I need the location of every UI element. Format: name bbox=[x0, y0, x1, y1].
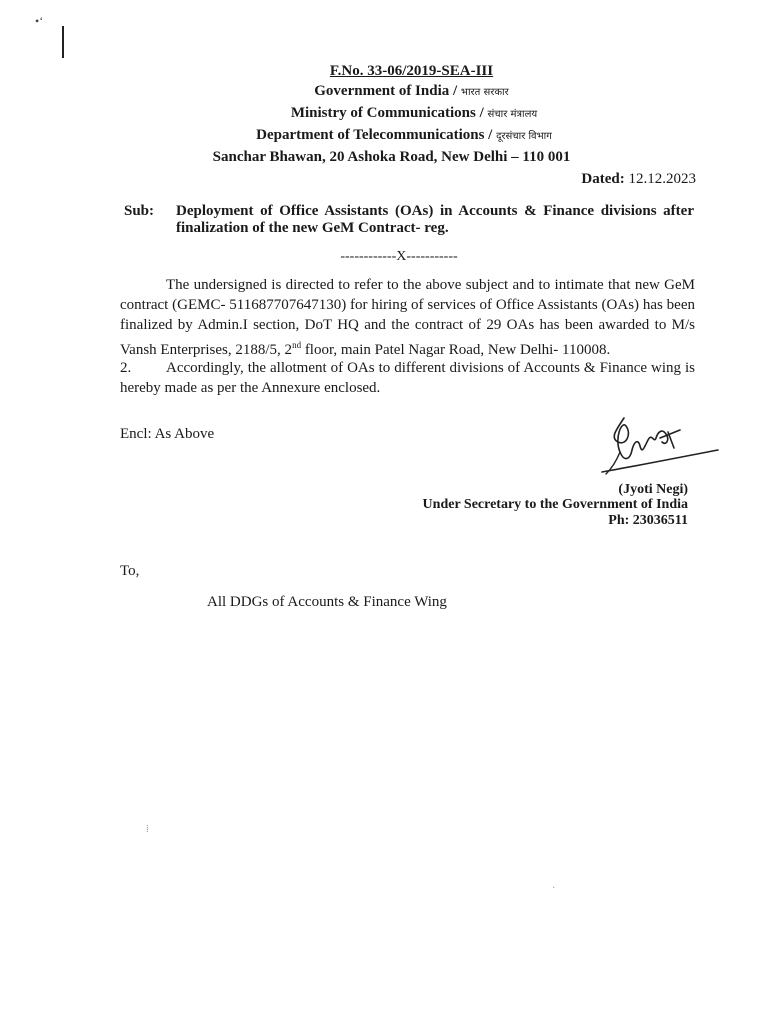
addressee-recipient: All DDGs of Accounts & Finance Wing bbox=[207, 594, 447, 610]
header-government: Government of India / भारत सरकार bbox=[314, 83, 509, 99]
header-department: Department of Telecommunications / दूरसंचार विभाग bbox=[256, 127, 552, 143]
hindi-ministry: संचार मंत्रालय bbox=[487, 109, 538, 120]
paragraph-number: 2. bbox=[120, 360, 132, 376]
scan-mark-line bbox=[62, 26, 64, 58]
file-number: F.No. 33-06/2019-SEA-III bbox=[329, 63, 494, 79]
hindi-department: दूरसंचार विभाग bbox=[496, 131, 552, 142]
signatory-name: (Jyoti Negi) bbox=[618, 482, 688, 497]
addressee-to: To, bbox=[120, 563, 140, 579]
letter-header bbox=[0, 61, 768, 167]
scan-speck: · bbox=[552, 883, 556, 894]
body-paragraph-2: 2. Accordingly, the allotment of OAs to different divisions of Accounts & Finance wing is hereby made as per the Annexure enclosed. bbox=[120, 360, 695, 396]
subject-label: Sub: bbox=[124, 203, 155, 219]
signatory-phone: Ph: 23036511 bbox=[608, 513, 688, 528]
date-label: Dated: bbox=[581, 171, 625, 187]
body-paragraph-1: The undersigned is directed to refer to the above subject and to intimate that new GeM contract (GEMC- 511687707647130) for hiring of services of Office Assistants (OAs) has been finalized by Admin.I section, DoT HQ and the contract of 29 OAs has been awarded to M/s Vansh Enterprises, 2188/5, 2nd floor, main Patel Nagar Road, New Delhi- 110008. bbox=[120, 277, 695, 358]
hindi-government: भारत सरकार bbox=[460, 87, 509, 98]
date-value: 12.12.2023 bbox=[628, 171, 696, 187]
subject-text: Deployment of Office Assistants (OAs) in Accounts & Finance divisions after finalization of the new GeM Contract- reg. bbox=[176, 203, 694, 236]
header-ministry: Ministry of Communications / संचार मंत्रालय bbox=[290, 105, 538, 121]
section-divider: ------------X----------- bbox=[340, 249, 458, 264]
enclosure-note: Encl: As Above bbox=[120, 426, 215, 442]
signatory-designation: Under Secretary to the Government of India bbox=[422, 497, 688, 512]
signature-image bbox=[596, 408, 721, 483]
scan-mark: •‘ bbox=[35, 14, 44, 28]
scan-speck: ⁞ bbox=[146, 824, 149, 835]
header-address: Sanchar Bhawan, 20 Ashoka Road, New Delhi – 110 001 bbox=[212, 149, 571, 165]
date-line bbox=[581, 171, 696, 188]
